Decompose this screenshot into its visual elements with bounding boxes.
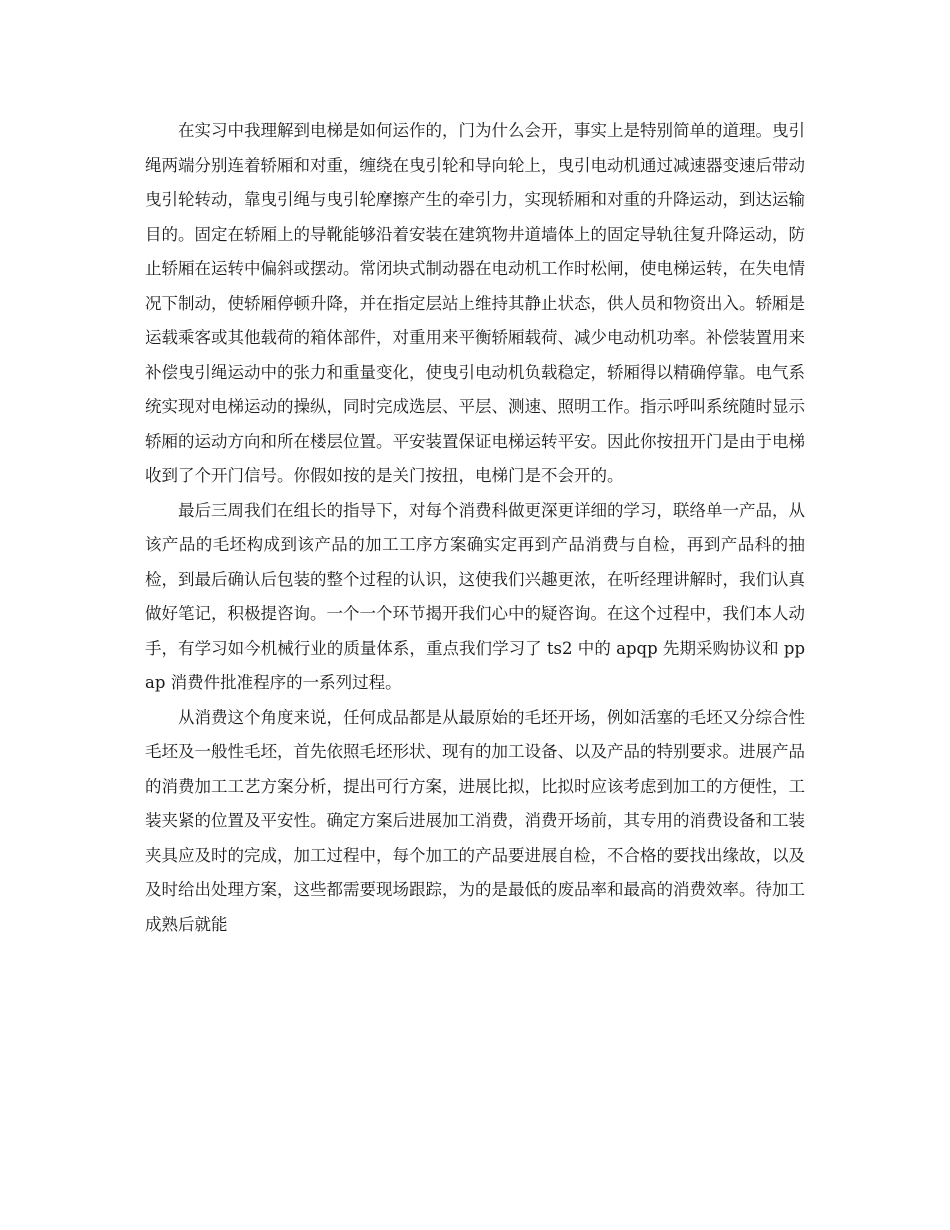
paragraph-product-study: 最后三周我们在组长的指导下，对每个消费科做更深更详细的学习，联络单一产品，从该产品的毛坯构成到该产品的加工工序方案确实定再到产品消费与自检，再到产品科的抽检，到最后确认后包装的整个过程的认识，这使我们兴趣更浓，在听经理讲解时，我们认真做好笔记，积极提咨询。一个一个环节揭开我们心中的疑咨询。在这个过程中，我们本人动手，有学习如今机械行业的质量体系，重点我们学习了 ts2 中的 apqp 先期采购协议和 ppap 消费件批准程序的一系列过程。	[145, 500, 805, 692]
document-body	[145, 114, 805, 942]
paragraph-elevator-operation: 在实习中我理解到电梯是如何运作的，门为什么会开，事实上是特别简单的道理。曳引绳两端分别连着轿厢和对重，缠绕在曳引轮和导向轮上，曳引电动机通过减速器变速后带动曳引轮转动，靠曳引绳与曳引轮摩擦产生的牵引力，实现轿厢和对重的升降运动，到达运输目的。固定在轿厢上的导靴能够沿着安装在建筑物井道墙体上的固定导轨往复升降运动，防止轿厢在运转中偏斜或摆动。常闭块式制动器在电动机工作时松闸，使电梯运转，在失电情况下制动，使轿厢停顿升降，并在指定层站上维持其静止状态，供人员和物资出入。轿厢是运载乘客或其他载荷的箱体部件，对重用来平衡轿厢载荷、减少电动机功率。补偿装置用来补偿曳引绳运动中的张力和重量变化，使曳引电动机负载稳定，轿厢得以精确停靠。电气系统实现对电梯运动的操纵，同时完成选层、平层、测速、照明工作。指示呼叫系统随时显示轿厢的运动方向和所在楼层位置。平安装置保证电梯运转平安。因此你按扭开门是由于电梯收到了个开门信号。你假如按的是关门按扭，电梯门是不会开的。	[145, 121, 805, 485]
paragraph-production-process: 从消费这个角度来说，任何成品都是从最原始的毛坯开场，例如活塞的毛坯又分综合性毛坯及一般性毛坯，首先依照毛坯形状、现有的加工设备、以及产品的特别要求。进展产品的消费加工工艺方案分析，提出可行方案，进展比拟，比拟时应该考虑到加工的方便性，工装夹紧的位置及平安性。确定方案后进展加工消费，消费开场前，其专用的消费设备和工装夹具应及时的完成，加工过程中，每个加工的产品要进展自检，不合格的要找出缘故，以及及时给出处理方案，这些都需要现场跟踪，为的是最低的废品率和最高的消费效率。待加工成熟后就能	[145, 707, 805, 934]
